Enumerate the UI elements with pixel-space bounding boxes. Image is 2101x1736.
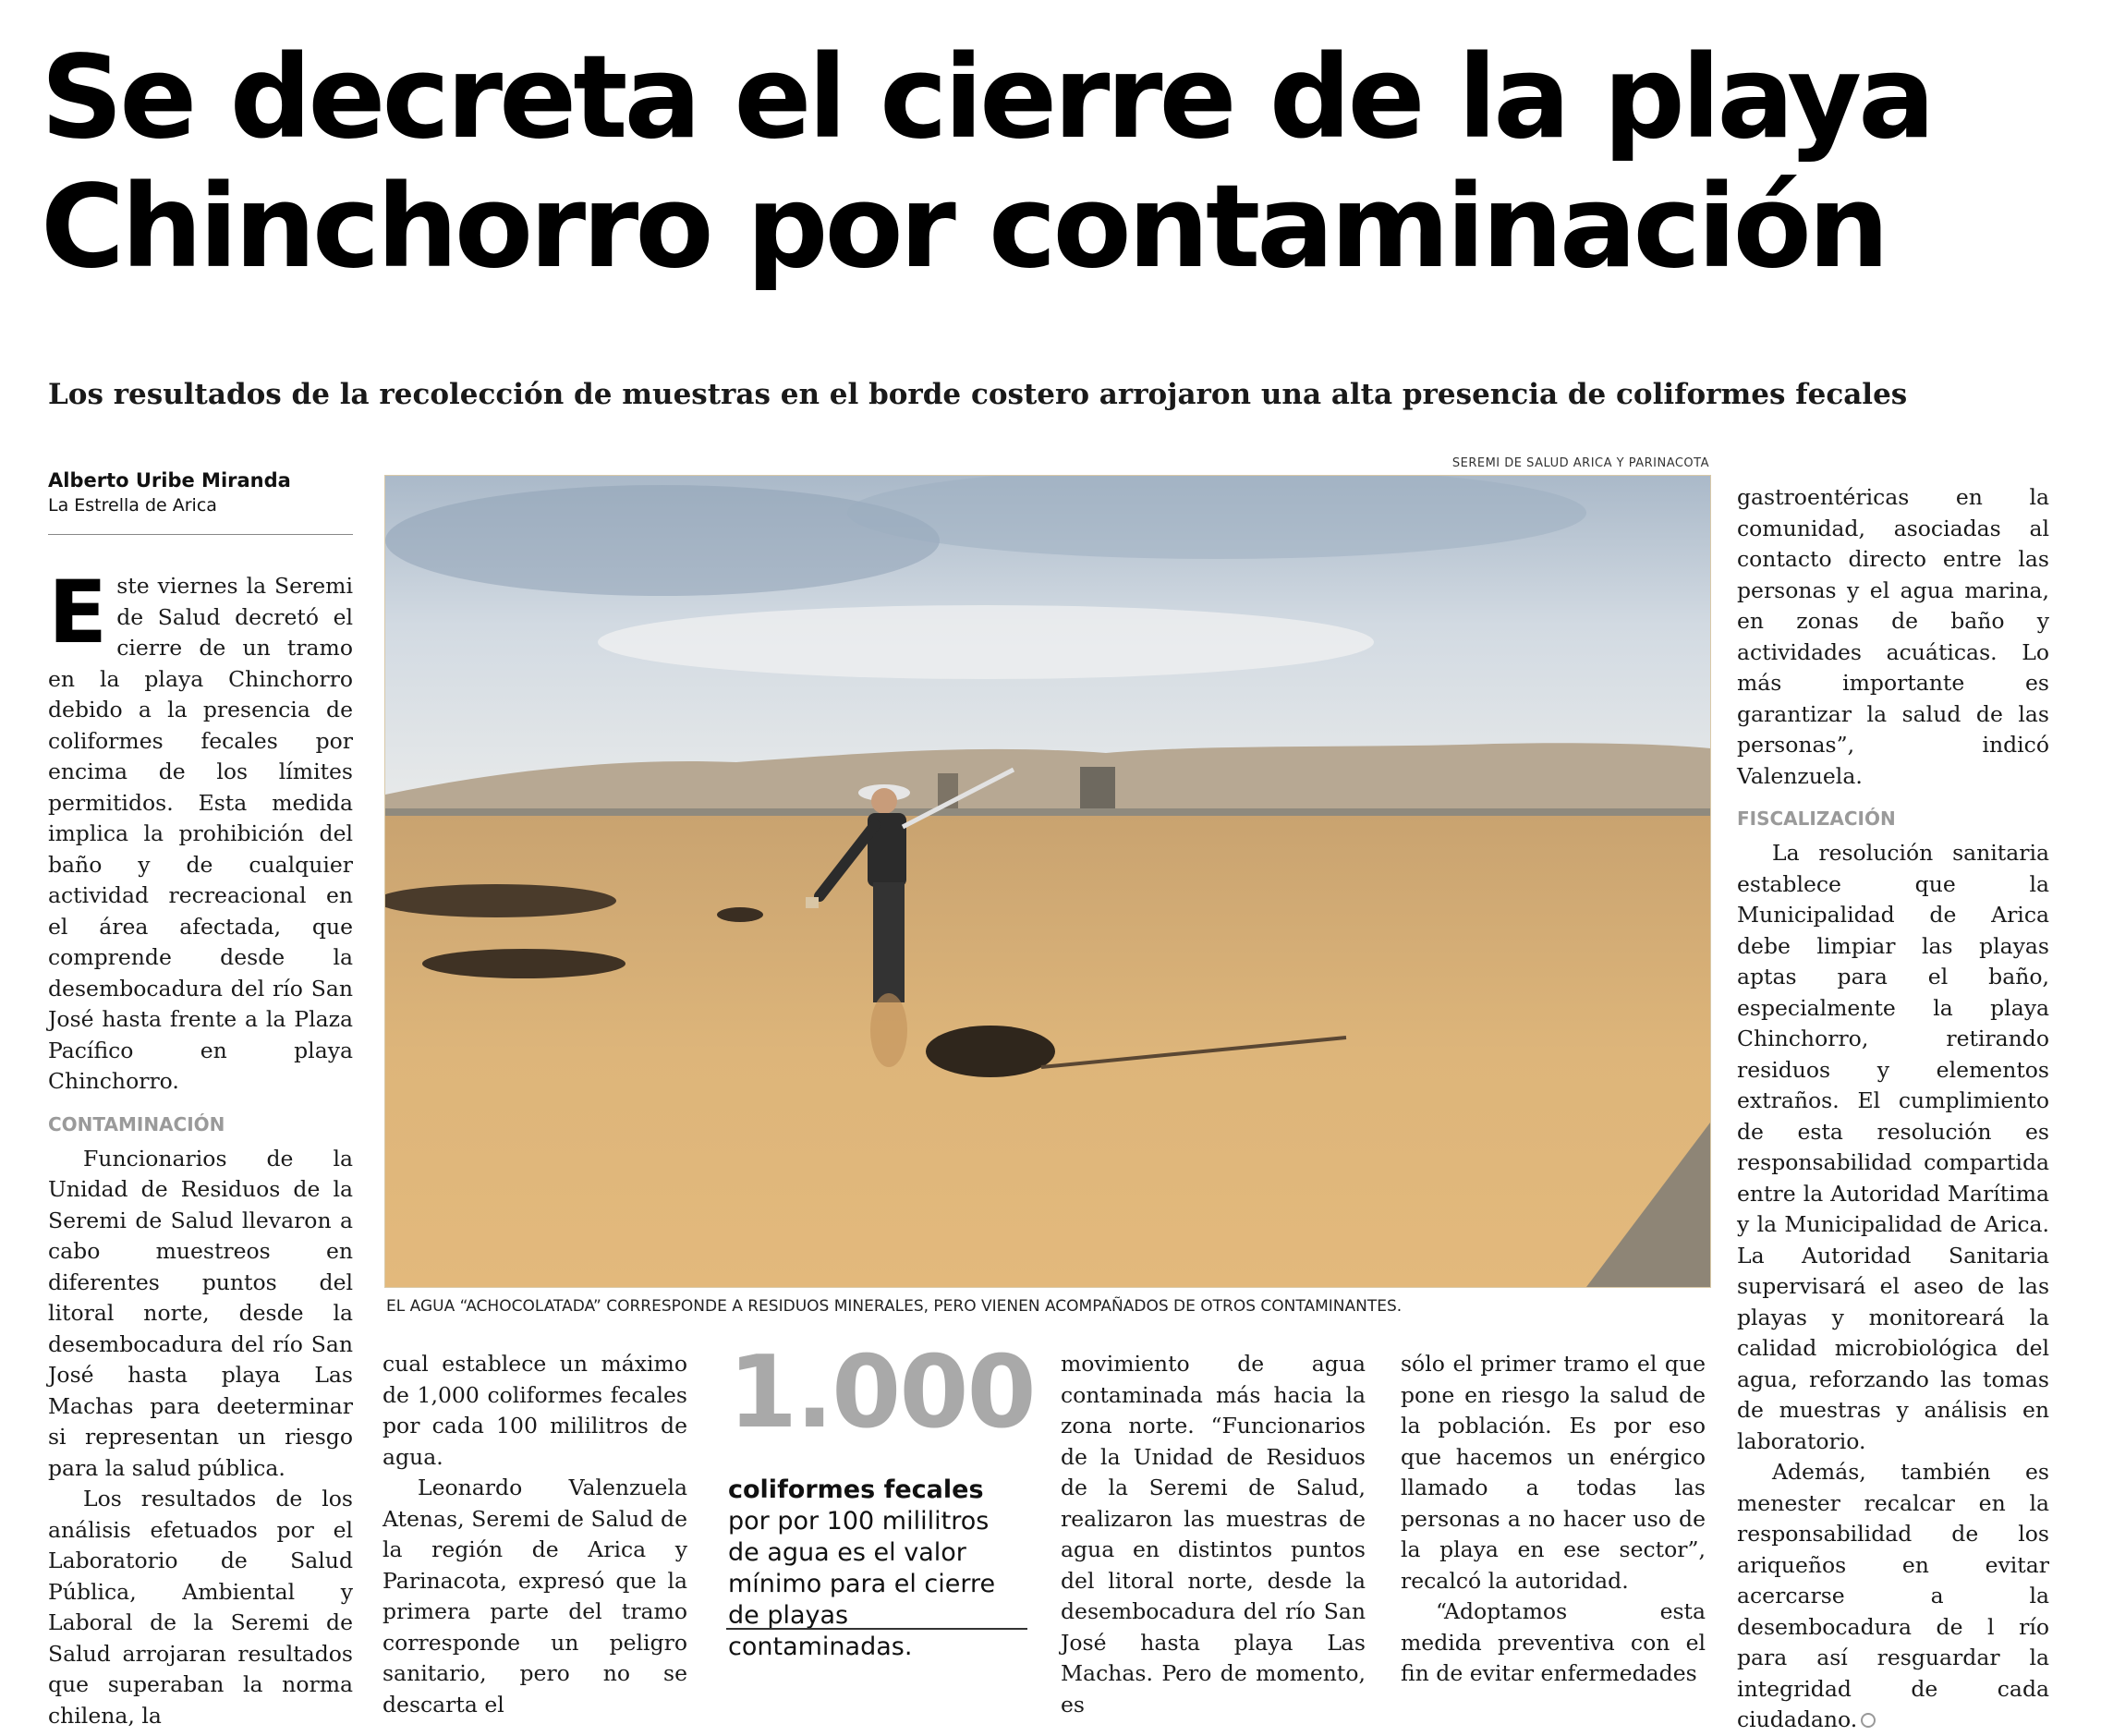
article-column-2 xyxy=(383,1349,687,1720)
photo-credit: SEREMI DE SALUD ARICA Y PARINACOTA xyxy=(1451,456,1709,470)
byline-publication: La Estrella de Arica xyxy=(48,495,217,516)
paragraph-5: “Adoptamos esta medida preventiva con el fin de evitar enfermedades xyxy=(1401,1598,1706,1686)
photo-cloud-3 xyxy=(598,605,1374,679)
stat-underline xyxy=(726,1628,1027,1630)
paragraph-7-text: Además, también es menester recalcar en la responsabilidad de los ariqueños en evitar acercarse a la desembocadura de l río para así resguardar la integridad de cada ciudadano. xyxy=(1737,1459,2049,1732)
section-head-contaminacion: CONTAMINACIÓN xyxy=(48,1112,225,1135)
photo-debris-4 xyxy=(926,1026,1055,1077)
paragraph-4: Leonardo Valenzuela Atenas, Seremi de Salud de la región de Arica y Parinacota, expresó que la primera parte del tramo corresponde un peligro sanitario, pero no se descarta el xyxy=(383,1475,687,1718)
stat-rest-text: por por 100 mililitros de agua es el valor mínimo para el cierre de playas contaminadas. xyxy=(728,1507,996,1661)
photo-caption: EL AGUA “ACHOCOLATADA” CORRESPONDE A RESIDUOS MINERALES, PERO VIENEN ACOMPAÑADOS DE OTROS CONTAMINANTES. xyxy=(386,1297,1403,1316)
paragraph-4-continued-2: sólo el primer tramo el que pone en riesgo la salud de la población. Es por eso que hacemos un enérgico llamado a todas las personas a no hacer uso de la playa en ese sector”, recalcó la autoridad. xyxy=(1401,1351,1706,1594)
paragraph-3-continued: cual establece un máximo de 1,000 coliformes fecales por cada 100 mililitros de agua. xyxy=(383,1351,687,1470)
photo-debris-2 xyxy=(422,949,625,978)
stat-bold-text: coliformes fecales xyxy=(728,1475,984,1504)
paragraph-1 xyxy=(48,563,353,1098)
stat-text xyxy=(728,1475,1026,1663)
byline-divider xyxy=(48,534,353,535)
article-column-1 xyxy=(48,563,353,1731)
paragraph-4-continued: movimiento de agua contaminada más hacia la zona norte. “Funcionarios de la Unidad de Residuos de la Seremi de Salud, realizaron las muestras de agua en distintos puntos del litoral norte, desde la desembocadura del río San José hasta playa Las Machas. Pero de momento, es xyxy=(1061,1351,1366,1718)
paragraph-3: Los resultados de los análisis efetuados por el Laboratorio de Salud Pública, Ambiental y Laboral de la Seremi de Salud arrojaran resultados que superaban la norma chilena, la xyxy=(48,1486,353,1729)
article-column-5 xyxy=(1401,1349,1706,1690)
headline: Se decreta el cierre de la playa Chinchorro por contaminación xyxy=(41,31,1932,294)
byline-author: Alberto Uribe Miranda xyxy=(48,469,291,492)
article-column-4 xyxy=(1061,1349,1366,1720)
subheadline: Los resultados de la recolección de muestras en el borde costero arrojaron una alta presencia de coliformes fecales xyxy=(48,378,1908,411)
stat-number: 1.000 xyxy=(728,1335,1035,1451)
paragraph-7 xyxy=(1737,1457,2049,1736)
drop-cap: E xyxy=(48,563,108,663)
photo-cloud-1 xyxy=(385,485,940,596)
photo-debris-3 xyxy=(717,907,763,922)
end-of-article-icon xyxy=(1861,1713,1876,1728)
beach-photo xyxy=(384,475,1711,1288)
photo-building-2 xyxy=(1080,767,1115,811)
paragraph-1-text: ste viernes la Seremi de Salud decretó el cierre de un tramo en la playa Chinchorro debido a la presencia de coliformes fecales por encima de los límites permitidos. Esta medida implica la prohibición del baño y de cualquier actividad recreacional en el área afectada, que comprende desde la desembocadura del río San José hasta frente a la Plaza Pacífico en playa Chinchorro. xyxy=(48,573,353,1094)
article-column-6 xyxy=(1737,482,2049,1736)
paragraph-6: La resolución sanitaria establece que la Municipalidad de Arica debe limpiar las playas aptas para el baño, especialmente la playa Chinchorro, retirando residuos y elementos extraños. El cumplimiento de esta resolución es responsabilidad compartida entre la Autoridad Marítima y la Municipalidad de Arica. La Autoridad Sanitaria supervisará el aseo de las playas y monitoreará la calidad microbiológica del agua, reforzando las tomas de muestras y análisis en laboratorio. xyxy=(1737,840,2049,1454)
paragraph-2: Funcionarios de la Unidad de Residuos de la Seremi de Salud llevaron a cabo muestreos en diferentes puntos del litoral norte, desde la desembocadura del río San José hasta playa Las Machas para deeterminar si representan un riesgo para la salud pública. xyxy=(48,1145,353,1481)
paragraph-5-continued: gastroentéricas en la comunidad, asociadas al contacto directo entre las personas y el agua marina, en zonas de baño y actividades acuáticas. Lo más importante es garantizar la salud de las personas”, indicó Valenzuela. xyxy=(1737,484,2049,789)
photo-debris-1 xyxy=(384,884,616,917)
section-head-fiscalizacion: FISCALIZACIÓN xyxy=(1737,807,1896,830)
